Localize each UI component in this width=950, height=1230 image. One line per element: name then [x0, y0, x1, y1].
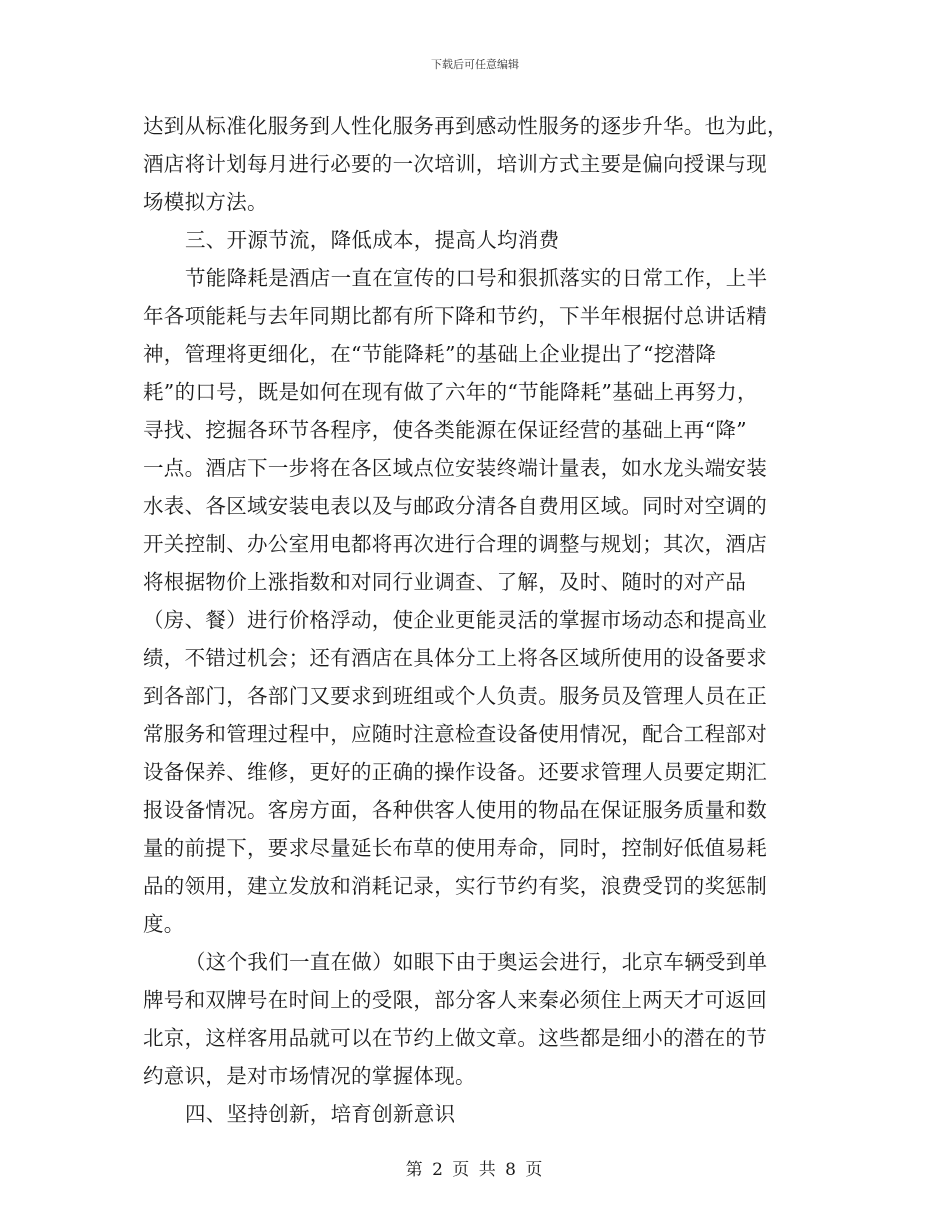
body-line: 设备保养、维修，更好的正确的操作设备。还要求管理人员要定期汇 [143, 760, 767, 784]
body-line: 品的领用，建立发放和消耗记录，实行节约有奖，浪费受罚的奖惩制 [143, 874, 767, 898]
body-line: 量的前提下，要求尽量延长布草的使用寿命，同时，控制好低值易耗 [143, 836, 767, 860]
body-line: 酒店将计划每月进行必要的一次培训，培训方式主要是偏向授课与现 [143, 152, 767, 176]
body-line: 神，管理将更细化，在“节能降耗”的基础上企业提出了“挖潜降 [143, 342, 717, 366]
section-heading: 四、坚持创新，培育创新意识 [185, 1102, 456, 1126]
body-line: 水表、各区域安装电表以及与邮政分清各自费用区域。同时对空调的 [143, 494, 767, 518]
body-line: 场模拟方法。 [143, 190, 268, 214]
body-line: 将根据物价上涨指数和对同行业调查、了解，及时、随时的对产品 [143, 570, 747, 594]
body-line: 达到从标准化服务到人性化服务再到感动性服务的逐步升华。也为此， [143, 114, 788, 138]
body-line: 到各部门，各部门又要求到班组或个人负责。服务员及管理人员在正 [143, 684, 767, 708]
body-line: 节能降耗是酒店一直在宣传的口号和狠抓落实的日常工作，上半 [185, 266, 768, 290]
body-line: （房、餐）进行价格浮动，使企业更能灵活的掌握市场动态和提高业 [143, 608, 767, 632]
body-line: 开关控制、办公室用电都将再次进行合理的调整与规划；其次，酒店 [143, 532, 767, 556]
body-line: 北京，这样客用品就可以在节约上做文章。这些都是细小的潜在的节 [143, 1026, 767, 1050]
body-line: 报设备情况。客房方面，各种供客人使用的物品在保证服务质量和数 [143, 798, 767, 822]
body-line: 常服务和管理过程中，应随时注意检查设备使用情况，配合工程部对 [143, 722, 767, 746]
body-line: 绩，不错过机会；还有酒店在具体分工上将各区域所使用的设备要求 [143, 646, 767, 670]
body-line: 一点。酒店下一步将在各区域点位安装终端计量表，如水龙头端安装 [143, 456, 767, 480]
body-line: 牌号和双牌号在时间上的受限，部分客人来秦必须住上两天才可返回 [143, 988, 767, 1012]
body-line: （这个我们一直在做）如眼下由于奥运会进行，北京车辆受到单 [185, 950, 768, 974]
page-footer [0, 1155, 950, 1180]
body-line: 约意识，是对市场情况的掌握体现。 [143, 1064, 476, 1088]
section-heading: 三、开源节流，降低成本，提高人均消费 [185, 228, 560, 252]
body-line: 耗”的口号，既是如何在现有做了六年的“节能降耗”基础上再努力， [143, 380, 758, 404]
body-line: 度。 [143, 912, 185, 936]
body-line: 寻找、挖掘各环节各程序，使各类能源在保证经营的基础上再“降” [143, 418, 747, 442]
body-line: 年各项能耗与去年同期比都有所下降和节约，下半年根据付总讲话精 [143, 304, 767, 328]
page-number: 第 2 页 共 8 页 [405, 1160, 545, 1180]
page-header: 下载后可任意编辑 [431, 58, 519, 71]
